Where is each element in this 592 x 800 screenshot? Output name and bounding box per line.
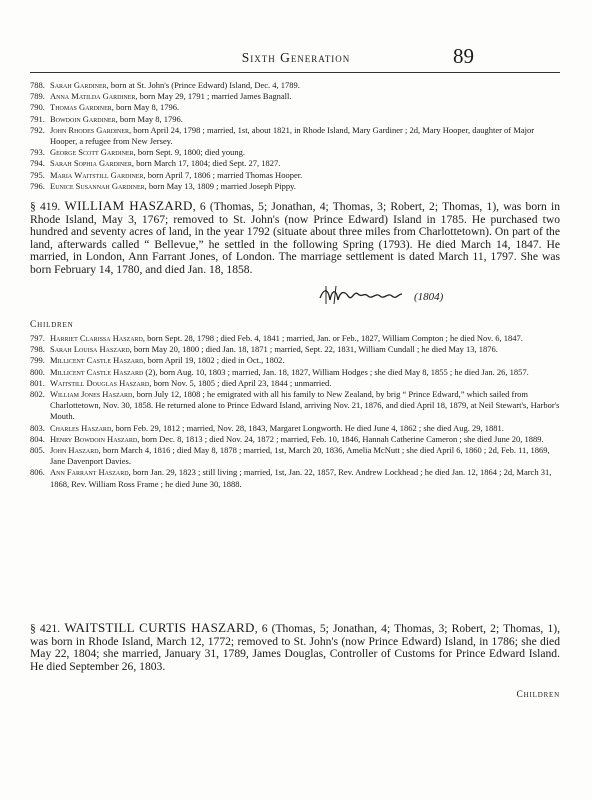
entry-name: Charles Haszard xyxy=(50,422,112,433)
entry-number: 792. xyxy=(30,124,45,135)
entry-number: 803. xyxy=(30,422,45,433)
signature-image xyxy=(318,282,458,310)
list-item xyxy=(30,434,560,445)
entry-number: 802. xyxy=(30,389,45,400)
entry-details: , born July 12, 1808 ; he emigrated with all his family to New Zealand, by brig “ Prince Edward,” which sailed from Charlottetown, Nov. 30, 1858. He returned alone to Prince Edward Island, arriving Nov. 21, 1876, and died April 18, 1879, at Neil Stewart's, Harbor's Mouth. xyxy=(50,389,560,422)
entry-details: , born March 17, 1804; died Sept. 27, 1827. xyxy=(131,158,281,169)
entry-details: , born Feb. 29, 1812 ; married, Nov. 28, 1843, Margaret Longworth. He died June 4, 1862 ; she died Aug. 29, 1881. xyxy=(111,422,504,433)
entry-details: , born March 4, 1816 ; died May 8, 1878 ; married, 1st, March 20, 1836, Amelia McNutt ; she died April 6, 1860 ; 2d, Feb. 11, 1869, Jane Davenport Davies. xyxy=(50,445,550,467)
page-header xyxy=(0,44,592,72)
page-number: 89 xyxy=(453,44,474,68)
entry-text xyxy=(50,170,560,181)
entry-number: 794. xyxy=(30,158,45,169)
entry-name: John Haszard xyxy=(50,445,99,456)
entry-details: , born Nov. 5, 1805 ; died April 23, 1844 ; unmarried. xyxy=(149,377,332,388)
entry-details: , born at St. John's (Prince Edward) Island, Dec. 4, 1789. xyxy=(106,80,300,90)
entry-name: Maria Waitstill Gardiner xyxy=(50,169,144,180)
list-item xyxy=(30,102,560,113)
list-item xyxy=(30,467,560,489)
entry-name: William Jones Haszard xyxy=(50,389,133,400)
entry-text xyxy=(50,389,560,423)
entry-number: 798. xyxy=(30,344,45,355)
entry-name: Millicent Castle Haszard xyxy=(50,355,144,366)
entry-details: , born May 13, 1809 ; married Joseph Pippy. xyxy=(144,180,296,191)
list-item xyxy=(30,181,560,192)
entry-text xyxy=(50,344,560,355)
entry-number: 796. xyxy=(30,180,45,191)
children-heading: Children xyxy=(30,320,74,330)
entry-text xyxy=(50,158,560,169)
entry-name: Sarah Gardiner xyxy=(50,80,107,90)
entry-number: 800. xyxy=(30,366,45,377)
entry-text xyxy=(50,333,560,344)
entry-number: 804. xyxy=(30,433,45,444)
section-419 xyxy=(30,200,560,277)
list-item xyxy=(30,355,560,366)
entry-number: 799. xyxy=(30,355,45,366)
entry-name: Sarah Sophia Gardiner xyxy=(50,158,132,169)
section-421 xyxy=(30,622,560,673)
entry-text xyxy=(50,181,560,192)
children-heading-2: Children xyxy=(516,690,560,700)
entry-text xyxy=(50,125,560,147)
list-item xyxy=(30,125,560,147)
list-item xyxy=(30,378,560,389)
entry-number: 791. xyxy=(30,113,45,124)
section-marker: § 421. xyxy=(30,622,61,635)
entry-details: , born Dec. 8, 1813 ; died Nov. 24, 1872 ; married, Feb. 10, 1846, Hannah Catherine Cameron ; she died June 20, 1889. xyxy=(137,433,544,444)
entry-name: Ann Farrant Haszard xyxy=(50,467,129,478)
list-item xyxy=(30,344,560,355)
entry-name: Bowdoin Gardiner xyxy=(50,113,116,124)
header-rule xyxy=(30,72,560,73)
list-item xyxy=(30,333,560,344)
entry-text xyxy=(50,91,560,102)
entry-number: 795. xyxy=(30,169,45,180)
entry-name: Thomas Gardiner xyxy=(50,102,112,113)
entry-name: Harriet Clarissa Haszard xyxy=(50,333,143,343)
list-item xyxy=(30,367,560,378)
entry-details: , born April 7, 1806 ; married Thomas Hooper. xyxy=(143,169,303,180)
entry-text xyxy=(50,445,560,467)
entry-details: , born May 8, 1796. xyxy=(111,102,180,113)
entry-details: (2), born Aug. 10, 1803 ; married, Jan. 18, 1827, William Hodges ; she died May 8, 1855 ; he died Jan. 26, 1857. xyxy=(143,366,529,377)
entry-details: , born April 24, 1798 ; married, 1st, about 1821, in Rhode Island, Mary Gardiner ; 2d, Mary Hooper, daughter of Major Hooper, a refugee from New Jersey. xyxy=(50,124,535,147)
running-title: Sixth Generation xyxy=(241,50,351,65)
list-item xyxy=(30,445,560,467)
entry-number: 806. xyxy=(30,467,45,478)
entry-name: John Rhodes Gardiner xyxy=(50,124,130,135)
list-item xyxy=(30,114,560,125)
entry-number: 793. xyxy=(30,147,45,158)
entry-name: George Scott Gardiner xyxy=(50,147,134,158)
entry-details: , born May 20, 1800 ; died Jan. 18, 1871 ; married, Sept. 22, 1831, William Cundall ; he died May 13, 1876. xyxy=(129,344,498,355)
list-item xyxy=(30,423,560,434)
signature-year: (1804) xyxy=(414,291,444,303)
entry-text xyxy=(50,80,560,91)
entry-text xyxy=(50,467,560,489)
gardiner-list xyxy=(30,80,560,192)
entry-text xyxy=(50,423,560,434)
entry-number: 790. xyxy=(30,102,45,113)
entry-details: , born Sept. 28, 1798 ; died Feb. 4, 1841 ; married, Jan. or Feb., 1827, William Compton ; he died Nov. 6, 1847. xyxy=(142,333,523,343)
entry-name: Millicent Castle Haszard xyxy=(50,366,144,377)
children-list xyxy=(30,333,560,490)
entry-number: 801. xyxy=(30,377,45,388)
entry-details: , born April 19, 1802 ; died in Oct., 1802. xyxy=(143,355,285,366)
entry-text xyxy=(50,378,560,389)
list-item xyxy=(30,389,560,423)
entry-text xyxy=(50,114,560,125)
entry-details: , born May 29, 1791 ; married James Bagnall. xyxy=(135,91,292,102)
list-item xyxy=(30,91,560,102)
person-name: WILLIAM HASZARD xyxy=(64,198,193,213)
entry-text xyxy=(50,355,560,366)
entry-text xyxy=(50,367,560,378)
entry-text xyxy=(50,102,560,113)
section-text: , 6 (Thomas, 5; Jonathan, 4; Thomas, 3; Robert, 2; Thomas, 1), was born in Rhode Island, May 3, 1767; removed to St. John's (now Prince Edward) Island in 1785. He purchased two hundred and seventy acres of land, in the year 1792 (situate about three miles from Charlottetown). On part of the land, afterwards called “ Bellevue,” he settled in the following Spring (1793). He died March 14, 1847. He married, in London, Ann Farrant Jones, of London. The marriage settlement is dated March 11, 1797. She was born February 14, 1780, and died Jan. 18, 1858. xyxy=(30,200,561,276)
entry-name: Sarah Louisa Haszard xyxy=(50,344,130,355)
entry-text xyxy=(50,434,560,445)
list-item xyxy=(30,158,560,169)
list-item xyxy=(30,147,560,158)
entry-text xyxy=(50,147,560,158)
entry-name: Anna Matilda Gardiner xyxy=(50,91,136,102)
entry-details: , born May 8, 1796. xyxy=(115,113,183,124)
list-item xyxy=(30,80,560,91)
entry-name: Henry Bowdoin Haszard xyxy=(50,433,138,444)
entry-number: 789. xyxy=(30,91,45,102)
entry-details: , born Jan. 29, 1823 ; still living ; married, 1st, Jan. 22, 1857, Rev. Andrew Lockhead ; he died Jan. 12, 1864 ; 2d, March 31, 1868, Rev. William Ross Frame ; he died June 30, 1888. xyxy=(50,467,552,489)
entry-number: 797. xyxy=(30,333,45,343)
list-item xyxy=(30,170,560,181)
section-marker: § 419. xyxy=(30,200,61,213)
entry-number: 805. xyxy=(30,445,45,456)
entry-name: Waitstill Douglas Haszard xyxy=(50,377,150,388)
entry-name: Eunice Susannah Gardiner xyxy=(50,180,145,191)
section-text: , 6 (Thomas, 5; Jonathan, 4; Thomas, 3; Robert, 2; Thomas, 1), was born in Rhode Island, March 12, 1772; removed to St. John's (now Prince Edward) Island, in 1786; she died May 22, 1804; she married, January 31, 1789, James Douglas, Controller of Customs for Prince Edward Island. He died September 26, 1803. xyxy=(30,622,560,673)
person-name: WAITSTILL CURTIS HASZARD xyxy=(64,620,255,635)
entry-number: 788. xyxy=(30,80,45,90)
entry-details: , born Sept. 9, 1800; died young. xyxy=(133,147,246,158)
